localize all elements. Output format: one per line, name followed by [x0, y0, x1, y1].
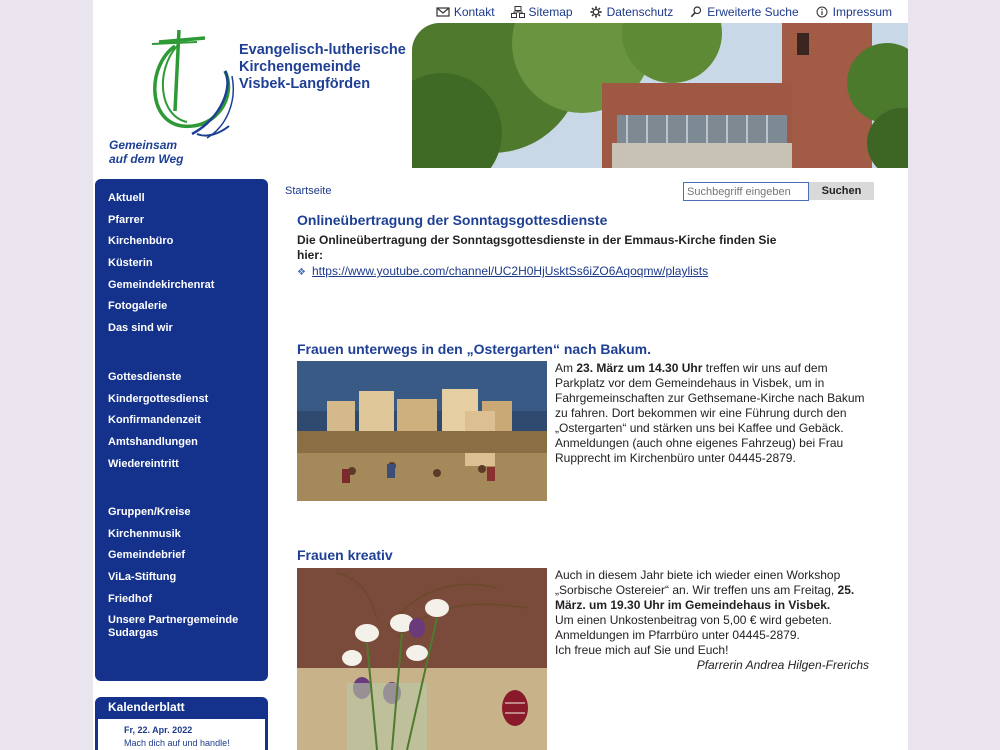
sidebar-item-kindergottesdienst[interactable]: Kindergottesdienst — [108, 392, 209, 405]
sidebar-item-vila-stiftung[interactable]: ViLa-Stiftung — [108, 571, 177, 584]
article-2-body-post: treffen wir uns auf dem Parkplatz vor dem Gemeindehaus in Visbek, um in Fahrgemeinschaften zur Gethsemane-Kirche nach Bakum zu fahren. Dort bekommen wir eine Führung durch den „Ostergarten“ und stärken uns bei Kaffee und Gebäck. Anmeldungen (auch ohne eigenes Fahrzeug) bei Frau Rupprecht im Kirchenbüro unter 04445-2879. — [555, 361, 865, 465]
sidebar-item-gemeindebrief[interactable]: Gemeindebrief — [108, 549, 186, 562]
cross-fish-logo-icon — [137, 26, 247, 156]
article-1-link-row — [297, 264, 708, 278]
sidebar-item-wiedereintritt[interactable]: Wiedereintritt — [108, 457, 179, 470]
article-3-body-pre: Auch in diesem Jahr biete ich wieder einen Workshop „Sorbische Ostereier“ an. Wir treffen uns am Freitag, — [555, 568, 841, 597]
info-icon — [815, 6, 829, 18]
sidebar-item-konfirmandenzeit[interactable]: Konfirmandenzeit — [108, 414, 201, 427]
topnav-kontakt-label: Kontakt — [453, 5, 495, 19]
sidebar-item-gottesdienste[interactable]: Gottesdienste — [108, 371, 182, 383]
sidebar-item-fotogalerie[interactable]: Fotogalerie — [108, 300, 168, 313]
article-3-body — [555, 568, 875, 673]
article-1-body: Die Onlineübertragung der Sonntagsgottesdienste in der Emmaus-Kirche finden Sie hier: — [297, 233, 777, 262]
topnav-kontakt[interactable] — [436, 5, 495, 19]
sidebar-group-3 — [108, 506, 258, 649]
church-name-line3: Visbek-Langförden — [239, 76, 371, 92]
sidebar-item-kirchenmusik[interactable]: Kirchenmusik — [108, 527, 181, 540]
article-3-title: Frauen kreativ — [297, 547, 393, 563]
header-church-photo — [412, 23, 908, 168]
calendar-text[interactable]: Mach dich auf und handle! — [124, 738, 230, 748]
sidebar-item-kuesterin[interactable]: Küsterin — [108, 257, 153, 270]
calendar-body — [98, 719, 265, 750]
article-2-title: Frauen unterwegs in den „Ostergarten“ nach Bakum. — [297, 341, 651, 357]
calendar-box — [95, 697, 268, 750]
topnav-erweiterte-suche[interactable] — [689, 5, 798, 19]
article-3-signature: Pfarrerin Andrea Hilgen-Frerichs — [696, 658, 869, 672]
sidebar-navigation — [95, 179, 268, 681]
diamond-bullet-icon: ❖ — [297, 267, 306, 278]
sidebar-item-aktuell[interactable]: Aktuell — [108, 192, 145, 204]
sidebar-group-2 — [108, 371, 208, 479]
breadcrumb[interactable]: Startseite — [285, 185, 332, 197]
sidebar-item-amtshandlungen[interactable]: Amtshandlungen — [108, 436, 198, 449]
topnav-sitemap[interactable] — [511, 5, 573, 19]
search-input[interactable] — [683, 182, 809, 201]
sidebar-item-friedhof[interactable]: Friedhof — [108, 592, 152, 605]
slogan — [109, 138, 183, 166]
gear-icon — [589, 6, 603, 18]
article-3-line-4: Ich freue mich auf Sie und Euch! — [555, 643, 729, 657]
sidebar-item-kirchenbuero[interactable]: Kirchenbüro — [108, 235, 174, 248]
sidebar-item-partnergemeinde[interactable]: Unsere Partnergemeinde Sudargas — [108, 614, 239, 640]
topnav-erweiterte-suche-label: Erweiterte Suche — [707, 5, 799, 19]
sidebar-item-gruppen-kreise[interactable]: Gruppen/Kreise — [108, 506, 191, 518]
topnav-impressum-label: Impressum — [832, 5, 892, 19]
ostergarten-diorama-image — [297, 361, 547, 501]
envelope-icon — [436, 6, 450, 18]
top-navigation — [436, 5, 892, 19]
topnav-datenschutz-label: Datenschutz — [606, 5, 674, 19]
easter-egg-flowers-image — [297, 568, 547, 750]
church-name-line2: Kirchengemeinde — [239, 59, 361, 75]
calendar-title: Kalenderblatt — [108, 700, 185, 714]
sidebar-group-1 — [108, 192, 214, 344]
slogan-line1: Gemeinsam — [109, 138, 178, 152]
article-3-line-2: Um einen Unkostenbeitrag von 5,00 € wird gebeten. — [555, 613, 832, 627]
magnifier-icon — [689, 6, 703, 18]
article-3-body-bold: 25. März. um 19.30 Uhr im Gemeindehaus in Visbek. — [555, 583, 855, 612]
article-1-youtube-link[interactable]: https://www.youtube.com/channel/UC2H0HjUsktSs6iZO6Aqoqmw/playlists — [311, 264, 709, 278]
article-2-body — [555, 361, 875, 466]
slogan-line2: auf dem Weg — [109, 152, 184, 166]
church-name-line1: Evangelisch-lutherische — [239, 42, 406, 58]
article-1-title: Onlineübertragung der Sonntagsgottesdienste — [297, 212, 608, 228]
sidebar-item-gemeindekirchenrat[interactable]: Gemeindekirchenrat — [108, 278, 215, 291]
church-logo[interactable] — [107, 26, 407, 168]
topnav-impressum[interactable] — [815, 5, 892, 19]
topnav-datenschutz[interactable] — [589, 5, 674, 19]
topnav-sitemap-label: Sitemap — [528, 5, 573, 19]
article-2-body-bold: 23. März um 14.30 Uhr — [576, 361, 703, 375]
article-3-paragraph-1 — [555, 568, 875, 613]
sidebar-item-das-sind-wir[interactable]: Das sind wir — [108, 322, 173, 335]
calendar-date: Fr, 22. Apr. 2022 — [124, 725, 193, 735]
search-button[interactable]: Suchen — [809, 182, 874, 200]
article-2-body-pre: Am — [555, 361, 577, 375]
sitemap-icon — [511, 6, 525, 18]
sidebar-item-pfarrer[interactable]: Pfarrer — [108, 213, 145, 226]
page — [93, 0, 908, 750]
article-3-line-3: Anmeldungen im Pfarrbüro unter 04445-2879. — [555, 628, 800, 642]
church-name — [239, 42, 406, 93]
